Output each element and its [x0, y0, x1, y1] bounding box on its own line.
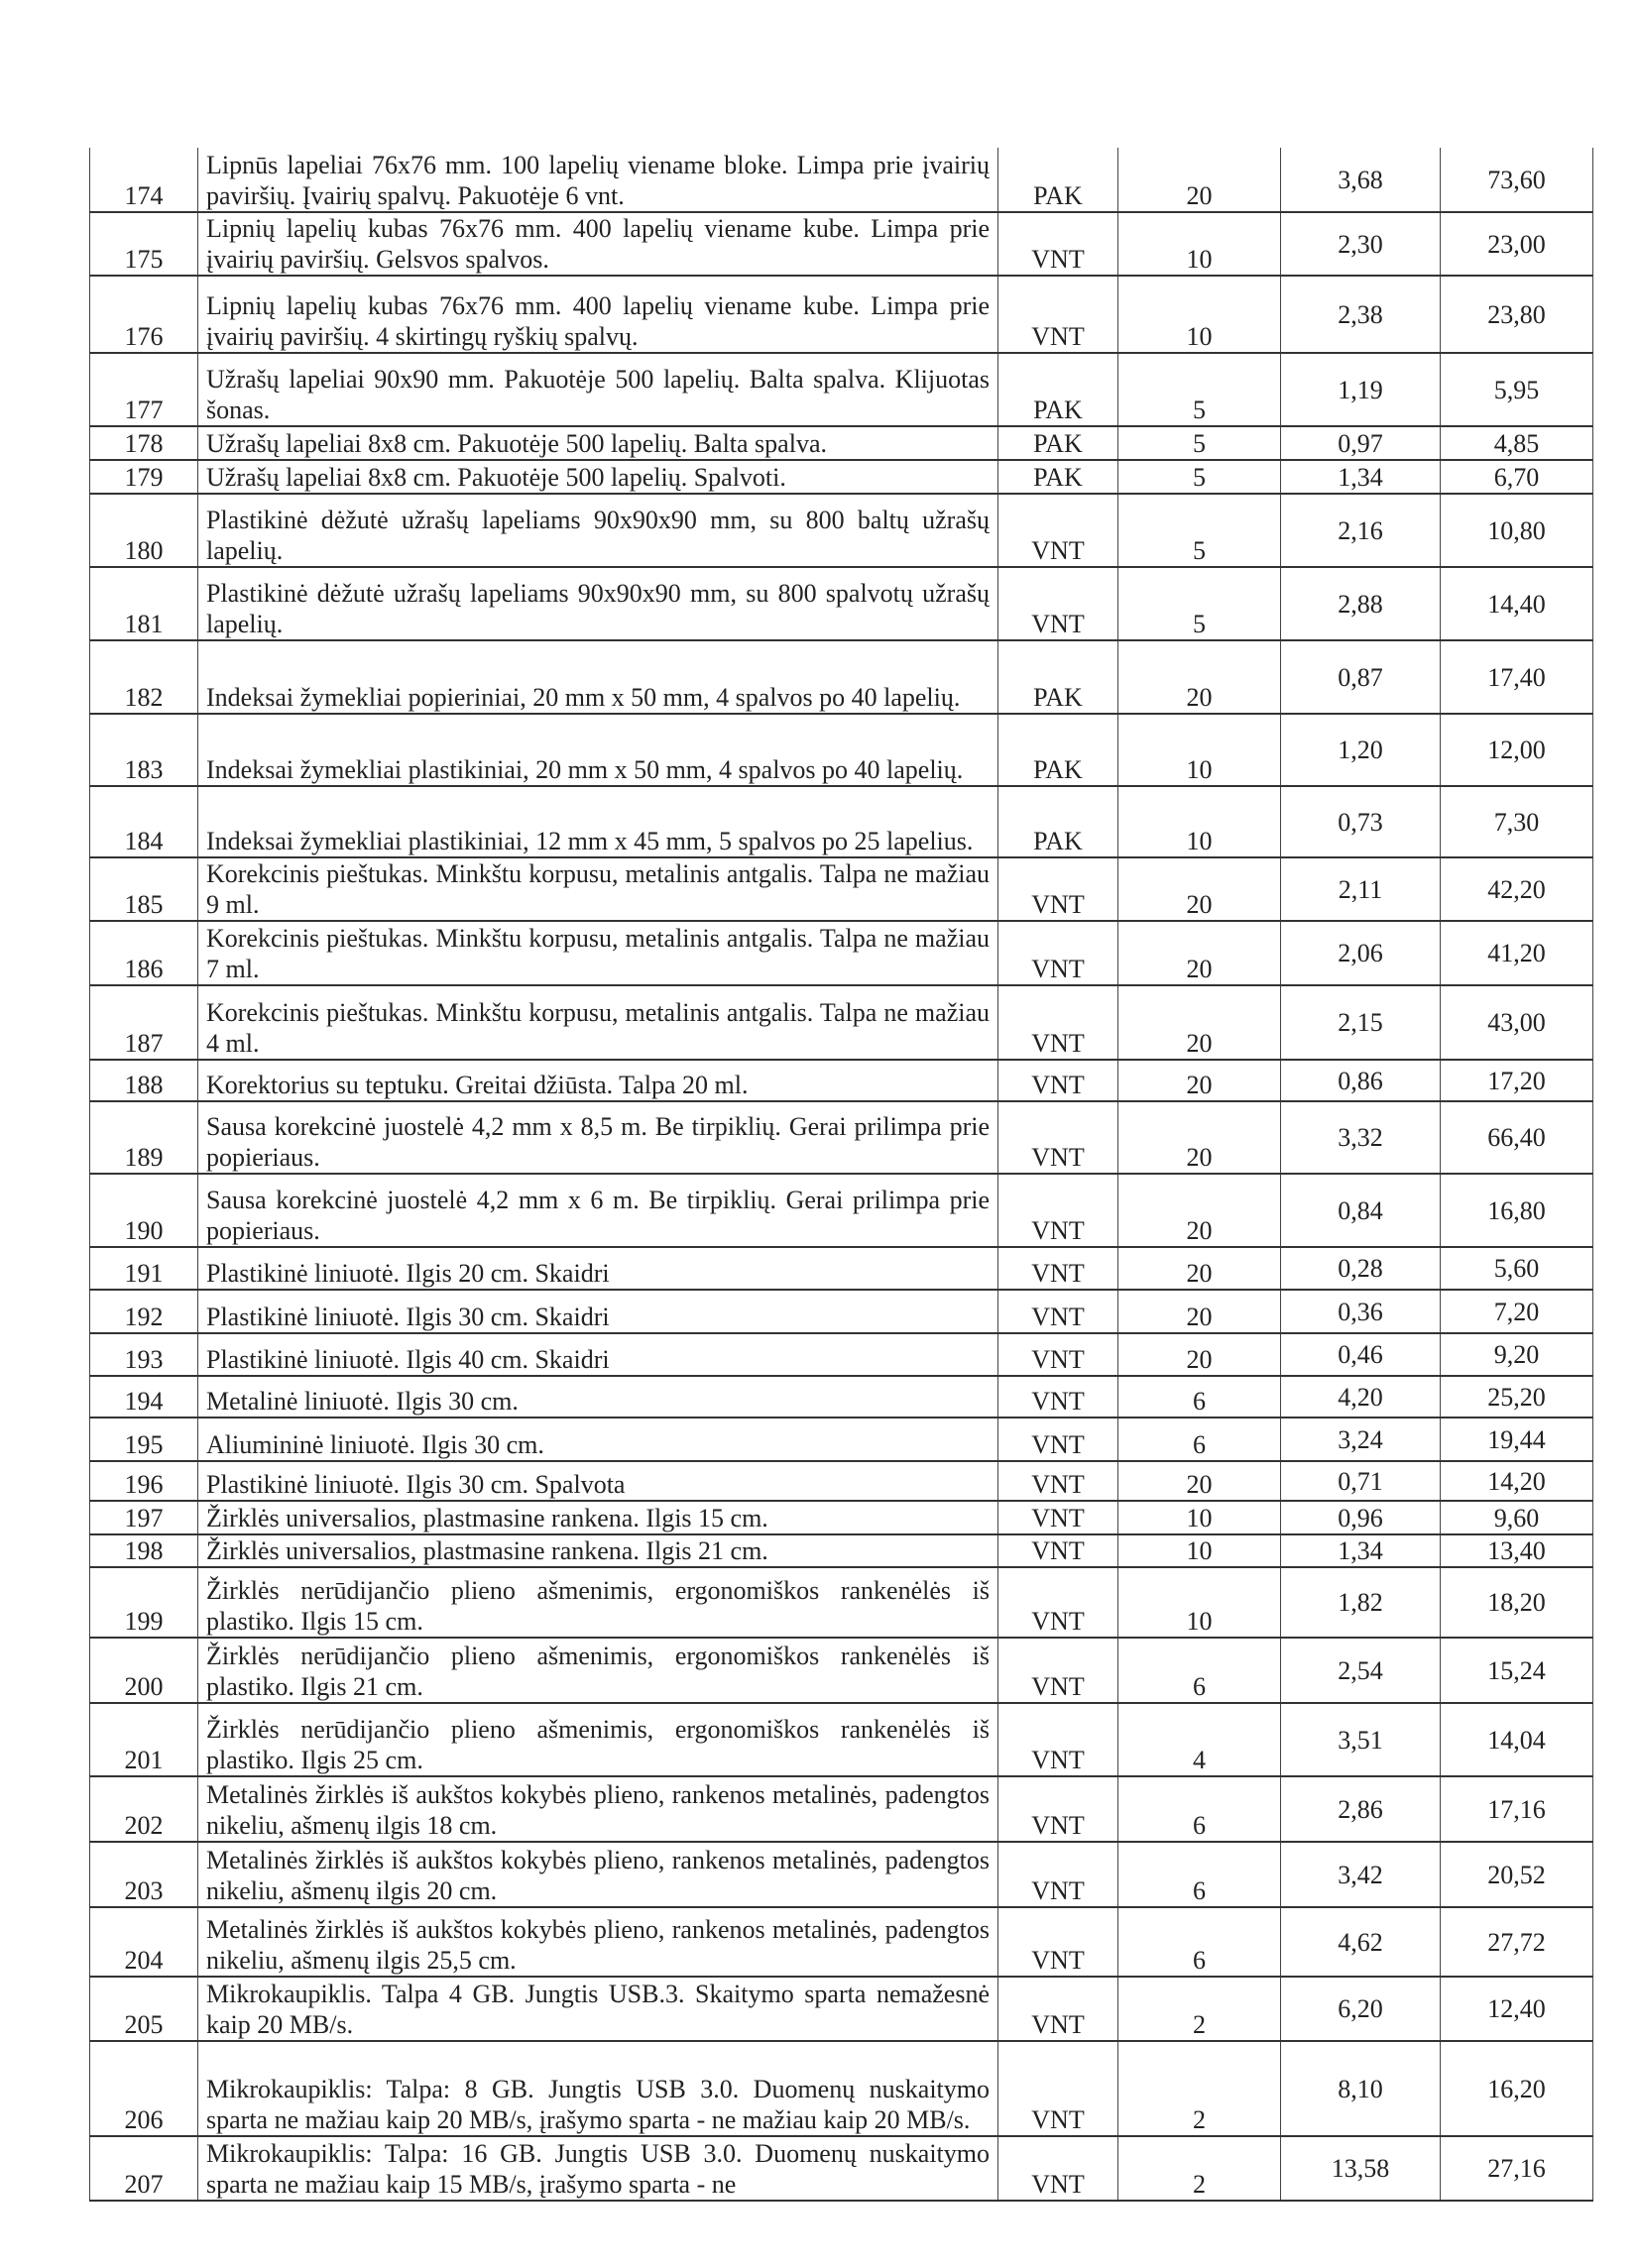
item-total: 20,52	[1441, 1842, 1593, 1907]
item-description: Indeksai žymekliai plastikiniai, 12 mm x 45 mm, 5 spalvos po 25 lapelius.	[198, 786, 998, 857]
item-description: Metalinės žirklės iš aukštos kokybės plieno, rankenos metalinės, padengtos nikeliu, ašmenų ilgis 20 cm.	[198, 1842, 998, 1907]
item-unit-price: 13,58	[1281, 2136, 1441, 2201]
price-table	[89, 148, 1593, 2202]
item-unit: VNT	[998, 1101, 1118, 1174]
item-quantity: 2	[1118, 1977, 1281, 2041]
item-total: 17,16	[1441, 1776, 1593, 1842]
item-description: Sausa korekcinė juostelė 4,2 mm x 6 m. Be tirpiklių. Gerai prilimpa prie popieriaus.	[198, 1174, 998, 1247]
item-unit-price: 4,20	[1281, 1376, 1441, 1418]
item-unit-price: 0,86	[1281, 1060, 1441, 1101]
item-unit: VNT	[998, 857, 1118, 921]
item-quantity: 20	[1118, 921, 1281, 985]
table-row	[90, 1638, 1593, 1703]
item-unit: VNT	[998, 1567, 1118, 1638]
item-description: Žirklės nerūdijančio plieno ašmenimis, ergonomiškos rankenėlės iš plastiko. Ilgis 15 cm.	[198, 1567, 998, 1638]
item-unit-price: 1,19	[1281, 353, 1441, 426]
table-row	[90, 857, 1593, 921]
table-row	[90, 2041, 1593, 2136]
table-row	[90, 1333, 1593, 1376]
item-number: 195	[90, 1418, 198, 1461]
item-quantity: 20	[1118, 1333, 1281, 1376]
table-row	[90, 1534, 1593, 1567]
item-unit: PAK	[998, 786, 1118, 857]
table-row	[90, 1567, 1593, 1638]
item-total: 14,20	[1441, 1461, 1593, 1501]
item-total: 41,20	[1441, 921, 1593, 985]
item-description: Plastikinė dėžutė užrašų lapeliams 90x90x90 mm, su 800 baltų užrašų lapelių.	[198, 494, 998, 567]
item-total: 23,80	[1441, 276, 1593, 353]
item-unit: VNT	[998, 1501, 1118, 1534]
item-quantity: 20	[1118, 1290, 1281, 1333]
item-quantity: 20	[1118, 1060, 1281, 1101]
item-unit: PAK	[998, 353, 1118, 426]
table-row	[90, 1703, 1593, 1776]
item-unit: VNT	[998, 1461, 1118, 1501]
item-unit-price: 6,20	[1281, 1977, 1441, 2041]
item-quantity: 6	[1118, 1907, 1281, 1977]
item-description: Užrašų lapeliai 90x90 mm. Pakuotėje 500 lapelių. Balta spalva. Klijuotas šonas.	[198, 353, 998, 426]
item-quantity: 2	[1118, 2136, 1281, 2201]
table-row	[90, 1290, 1593, 1333]
item-description: Mikrokaupiklis: Talpa: 16 GB. Jungtis USB 3.0. Duomenų nuskaitymo sparta ne mažiau kaip 15 MB/s, įrašymo sparta - ne	[198, 2136, 998, 2201]
item-total: 18,20	[1441, 1567, 1593, 1638]
item-description: Plastikinė liniuotė. Ilgis 40 cm. Skaidri	[198, 1333, 998, 1376]
item-description: Plastikinė dėžutė užrašų lapeliams 90x90x90 mm, su 800 spalvotų užrašų lapelių.	[198, 567, 998, 640]
item-unit-price: 0,73	[1281, 786, 1441, 857]
item-unit-price: 1,34	[1281, 460, 1441, 494]
item-unit-price: 2,06	[1281, 921, 1441, 985]
item-quantity: 6	[1118, 1418, 1281, 1461]
item-unit-price: 3,51	[1281, 1703, 1441, 1776]
item-description: Metalinė liniuotė. Ilgis 30 cm.	[198, 1376, 998, 1418]
item-number: 194	[90, 1376, 198, 1418]
table-row	[90, 1418, 1593, 1461]
item-quantity: 20	[1118, 985, 1281, 1060]
table-row	[90, 2136, 1593, 2201]
item-unit-price: 0,87	[1281, 640, 1441, 714]
item-unit: VNT	[998, 1247, 1118, 1290]
item-unit: VNT	[998, 212, 1118, 276]
table-row	[90, 276, 1593, 353]
item-unit: VNT	[998, 1776, 1118, 1842]
item-unit-price: 4,62	[1281, 1907, 1441, 1977]
item-unit-price: 1,34	[1281, 1534, 1441, 1567]
item-unit: PAK	[998, 640, 1118, 714]
item-description: Užrašų lapeliai 8x8 cm. Pakuotėje 500 lapelių. Balta spalva.	[198, 426, 998, 460]
item-total: 5,95	[1441, 353, 1593, 426]
item-unit: VNT	[998, 2136, 1118, 2201]
item-unit: VNT	[998, 985, 1118, 1060]
item-unit-price: 0,28	[1281, 1247, 1441, 1290]
item-description: Plastikinė liniuotė. Ilgis 30 cm. Spalvota	[198, 1461, 998, 1501]
item-description: Mikrokaupiklis: Talpa: 8 GB. Jungtis USB 3.0. Duomenų nuskaitymo sparta ne mažiau kaip 20 MB/s, įrašymo sparta - ne mažiau kaip 20 MB/s.	[198, 2041, 998, 2136]
item-number: 178	[90, 426, 198, 460]
item-total: 15,24	[1441, 1638, 1593, 1703]
item-description: Lipnių lapelių kubas 76x76 mm. 400 lapelių viename kube. Limpa prie įvairių paviršių. Gelsvos spalvos.	[198, 212, 998, 276]
item-description: Korekcinis pieštukas. Minkštu korpusu, metalinis antgalis. Talpa ne mažiau 7 ml.	[198, 921, 998, 985]
item-unit: PAK	[998, 148, 1118, 212]
table-row	[90, 1776, 1593, 1842]
item-unit-price: 0,46	[1281, 1333, 1441, 1376]
item-total: 12,40	[1441, 1977, 1593, 2041]
table-row	[90, 212, 1593, 276]
item-unit: VNT	[998, 1174, 1118, 1247]
item-unit: VNT	[998, 2041, 1118, 2136]
item-unit-price: 0,71	[1281, 1461, 1441, 1501]
item-description: Plastikinė liniuotė. Ilgis 20 cm. Skaidri	[198, 1247, 998, 1290]
table-row	[90, 921, 1593, 985]
item-number: 200	[90, 1638, 198, 1703]
item-number: 186	[90, 921, 198, 985]
item-description: Aliumininė liniuotė. Ilgis 30 cm.	[198, 1418, 998, 1461]
item-total: 12,00	[1441, 714, 1593, 786]
item-number: 180	[90, 494, 198, 567]
item-total: 17,20	[1441, 1060, 1593, 1101]
item-description: Mikrokaupiklis. Talpa 4 GB. Jungtis USB.3. Skaitymo sparta nemažesnė kaip 20 MB/s.	[198, 1977, 998, 2041]
item-total: 27,16	[1441, 2136, 1593, 2201]
item-quantity: 6	[1118, 1776, 1281, 1842]
item-unit-price: 2,54	[1281, 1638, 1441, 1703]
item-unit: VNT	[998, 1977, 1118, 2041]
item-unit: PAK	[998, 460, 1118, 494]
item-total: 16,80	[1441, 1174, 1593, 1247]
item-total: 4,85	[1441, 426, 1593, 460]
item-quantity: 10	[1118, 1534, 1281, 1567]
item-description: Indeksai žymekliai popieriniai, 20 mm x 50 mm, 4 spalvos po 40 lapelių.	[198, 640, 998, 714]
item-total: 42,20	[1441, 857, 1593, 921]
item-total: 23,00	[1441, 212, 1593, 276]
item-unit: VNT	[998, 1907, 1118, 1977]
item-quantity: 4	[1118, 1703, 1281, 1776]
item-total: 27,72	[1441, 1907, 1593, 1977]
item-unit-price: 0,96	[1281, 1501, 1441, 1534]
item-unit: VNT	[998, 276, 1118, 353]
item-unit: VNT	[998, 921, 1118, 985]
table-row	[90, 1977, 1593, 2041]
item-quantity: 10	[1118, 276, 1281, 353]
item-quantity: 5	[1118, 353, 1281, 426]
item-unit-price: 2,88	[1281, 567, 1441, 640]
item-description: Metalinės žirklės iš aukštos kokybės plieno, rankenos metalinės, padengtos nikeliu, ašmenų ilgis 18 cm.	[198, 1776, 998, 1842]
item-description: Žirklės universalios, plastmasine rankena. Ilgis 15 cm.	[198, 1501, 998, 1534]
table-row	[90, 148, 1593, 212]
item-unit-price: 2,38	[1281, 276, 1441, 353]
item-total: 14,40	[1441, 567, 1593, 640]
item-number: 179	[90, 460, 198, 494]
item-unit: VNT	[998, 1638, 1118, 1703]
item-unit-price: 2,15	[1281, 985, 1441, 1060]
table-row	[90, 567, 1593, 640]
item-number: 203	[90, 1842, 198, 1907]
item-description: Žirklės nerūdijančio plieno ašmenimis, ergonomiškos rankenėlės iš plastiko. Ilgis 21 cm.	[198, 1638, 998, 1703]
item-unit: VNT	[998, 1418, 1118, 1461]
item-unit-price: 2,30	[1281, 212, 1441, 276]
item-unit-price: 0,97	[1281, 426, 1441, 460]
item-number: 199	[90, 1567, 198, 1638]
item-unit-price: 8,10	[1281, 2041, 1441, 2136]
item-quantity: 6	[1118, 1842, 1281, 1907]
item-total: 25,20	[1441, 1376, 1593, 1418]
item-number: 189	[90, 1101, 198, 1174]
item-number: 181	[90, 567, 198, 640]
item-description: Korekcinis pieštukas. Minkštu korpusu, metalinis antgalis. Talpa ne mažiau 4 ml.	[198, 985, 998, 1060]
item-number: 177	[90, 353, 198, 426]
item-number: 191	[90, 1247, 198, 1290]
item-quantity: 6	[1118, 1376, 1281, 1418]
item-quantity: 5	[1118, 567, 1281, 640]
item-total: 9,20	[1441, 1333, 1593, 1376]
item-number: 197	[90, 1501, 198, 1534]
table-row	[90, 426, 1593, 460]
table-row	[90, 640, 1593, 714]
item-quantity: 20	[1118, 1461, 1281, 1501]
table-row	[90, 1174, 1593, 1247]
item-quantity: 10	[1118, 1567, 1281, 1638]
item-quantity: 10	[1118, 714, 1281, 786]
item-description: Korektorius su teptuku. Greitai džiūsta. Talpa 20 ml.	[198, 1060, 998, 1101]
item-number: 188	[90, 1060, 198, 1101]
table-row	[90, 1376, 1593, 1418]
item-number: 205	[90, 1977, 198, 2041]
table-row	[90, 985, 1593, 1060]
item-unit-price: 2,86	[1281, 1776, 1441, 1842]
table-row	[90, 714, 1593, 786]
item-number: 192	[90, 1290, 198, 1333]
item-description: Korekcinis pieštukas. Minkštu korpusu, metalinis antgalis. Talpa ne mažiau 9 ml.	[198, 857, 998, 921]
item-number: 183	[90, 714, 198, 786]
item-description: Žirklės nerūdijančio plieno ašmenimis, ergonomiškos rankenėlės iš plastiko. Ilgis 25 cm.	[198, 1703, 998, 1776]
item-unit: VNT	[998, 567, 1118, 640]
item-description: Sausa korekcinė juostelė 4,2 mm x 8,5 m. Be tirpiklių. Gerai prilimpa prie popieriaus.	[198, 1101, 998, 1174]
item-quantity: 10	[1118, 786, 1281, 857]
item-total: 73,60	[1441, 148, 1593, 212]
item-number: 206	[90, 2041, 198, 2136]
table-row	[90, 494, 1593, 567]
table-row	[90, 1501, 1593, 1534]
item-unit-price: 1,82	[1281, 1567, 1441, 1638]
item-quantity: 20	[1118, 1101, 1281, 1174]
item-quantity: 5	[1118, 460, 1281, 494]
item-total: 5,60	[1441, 1247, 1593, 1290]
item-number: 174	[90, 148, 198, 212]
item-unit-price: 3,68	[1281, 148, 1441, 212]
item-quantity: 10	[1118, 1501, 1281, 1534]
item-number: 193	[90, 1333, 198, 1376]
item-unit: VNT	[998, 1534, 1118, 1567]
item-total: 13,40	[1441, 1534, 1593, 1567]
item-number: 176	[90, 276, 198, 353]
table-row	[90, 1060, 1593, 1101]
item-total: 43,00	[1441, 985, 1593, 1060]
item-number: 185	[90, 857, 198, 921]
item-unit-price: 2,16	[1281, 494, 1441, 567]
item-description: Lipnūs lapeliai 76x76 mm. 100 lapelių viename bloke. Limpa prie įvairių paviršių. Įvairių spalvų. Pakuotėje 6 vnt.	[198, 148, 998, 212]
item-quantity: 5	[1118, 494, 1281, 567]
item-number: 196	[90, 1461, 198, 1501]
item-total: 14,04	[1441, 1703, 1593, 1776]
item-number: 201	[90, 1703, 198, 1776]
item-number: 175	[90, 212, 198, 276]
item-total: 66,40	[1441, 1101, 1593, 1174]
item-description: Užrašų lapeliai 8x8 cm. Pakuotėje 500 lapelių. Spalvoti.	[198, 460, 998, 494]
item-description: Lipnių lapelių kubas 76x76 mm. 400 lapelių viename kube. Limpa prie įvairių paviršių. 4 skirtingų ryškių spalvų.	[198, 276, 998, 353]
item-unit-price: 3,42	[1281, 1842, 1441, 1907]
item-total: 7,30	[1441, 786, 1593, 857]
table-row	[90, 460, 1593, 494]
table-row	[90, 786, 1593, 857]
item-unit: VNT	[998, 1376, 1118, 1418]
item-quantity: 6	[1118, 1638, 1281, 1703]
item-unit: VNT	[998, 1333, 1118, 1376]
item-quantity: 20	[1118, 1174, 1281, 1247]
table-row	[90, 1461, 1593, 1501]
item-number: 202	[90, 1776, 198, 1842]
item-unit: PAK	[998, 714, 1118, 786]
item-number: 207	[90, 2136, 198, 2201]
item-unit-price: 0,36	[1281, 1290, 1441, 1333]
item-number: 187	[90, 985, 198, 1060]
item-unit-price: 3,32	[1281, 1101, 1441, 1174]
item-unit-price: 0,84	[1281, 1174, 1441, 1247]
item-unit: VNT	[998, 494, 1118, 567]
item-quantity: 2	[1118, 2041, 1281, 2136]
table-row	[90, 1842, 1593, 1907]
item-total: 6,70	[1441, 460, 1593, 494]
item-quantity: 20	[1118, 857, 1281, 921]
item-total: 9,60	[1441, 1501, 1593, 1534]
table-row	[90, 1247, 1593, 1290]
item-description: Plastikinė liniuotė. Ilgis 30 cm. Skaidri	[198, 1290, 998, 1333]
table-row	[90, 1907, 1593, 1977]
item-total: 17,40	[1441, 640, 1593, 714]
table-row	[90, 1101, 1593, 1174]
item-quantity: 20	[1118, 1247, 1281, 1290]
item-unit: VNT	[998, 1842, 1118, 1907]
item-unit: VNT	[998, 1703, 1118, 1776]
item-quantity: 5	[1118, 426, 1281, 460]
item-unit-price: 1,20	[1281, 714, 1441, 786]
item-number: 182	[90, 640, 198, 714]
item-quantity: 20	[1118, 640, 1281, 714]
item-total: 19,44	[1441, 1418, 1593, 1461]
item-description: Indeksai žymekliai plastikiniai, 20 mm x 50 mm, 4 spalvos po 40 lapelių.	[198, 714, 998, 786]
item-unit-price: 3,24	[1281, 1418, 1441, 1461]
item-number: 204	[90, 1907, 198, 1977]
item-unit: VNT	[998, 1060, 1118, 1101]
item-description: Žirklės universalios, plastmasine rankena. Ilgis 21 cm.	[198, 1534, 998, 1567]
item-number: 184	[90, 786, 198, 857]
item-unit: PAK	[998, 426, 1118, 460]
item-total: 16,20	[1441, 2041, 1593, 2136]
table-row	[90, 353, 1593, 426]
item-number: 190	[90, 1174, 198, 1247]
item-quantity: 20	[1118, 148, 1281, 212]
item-quantity: 10	[1118, 212, 1281, 276]
item-number: 198	[90, 1534, 198, 1567]
item-total: 7,20	[1441, 1290, 1593, 1333]
item-unit-price: 2,11	[1281, 857, 1441, 921]
item-unit: VNT	[998, 1290, 1118, 1333]
item-description: Metalinės žirklės iš aukštos kokybės plieno, rankenos metalinės, padengtos nikeliu, ašmenų ilgis 25,5 cm.	[198, 1907, 998, 1977]
item-total: 10,80	[1441, 494, 1593, 567]
